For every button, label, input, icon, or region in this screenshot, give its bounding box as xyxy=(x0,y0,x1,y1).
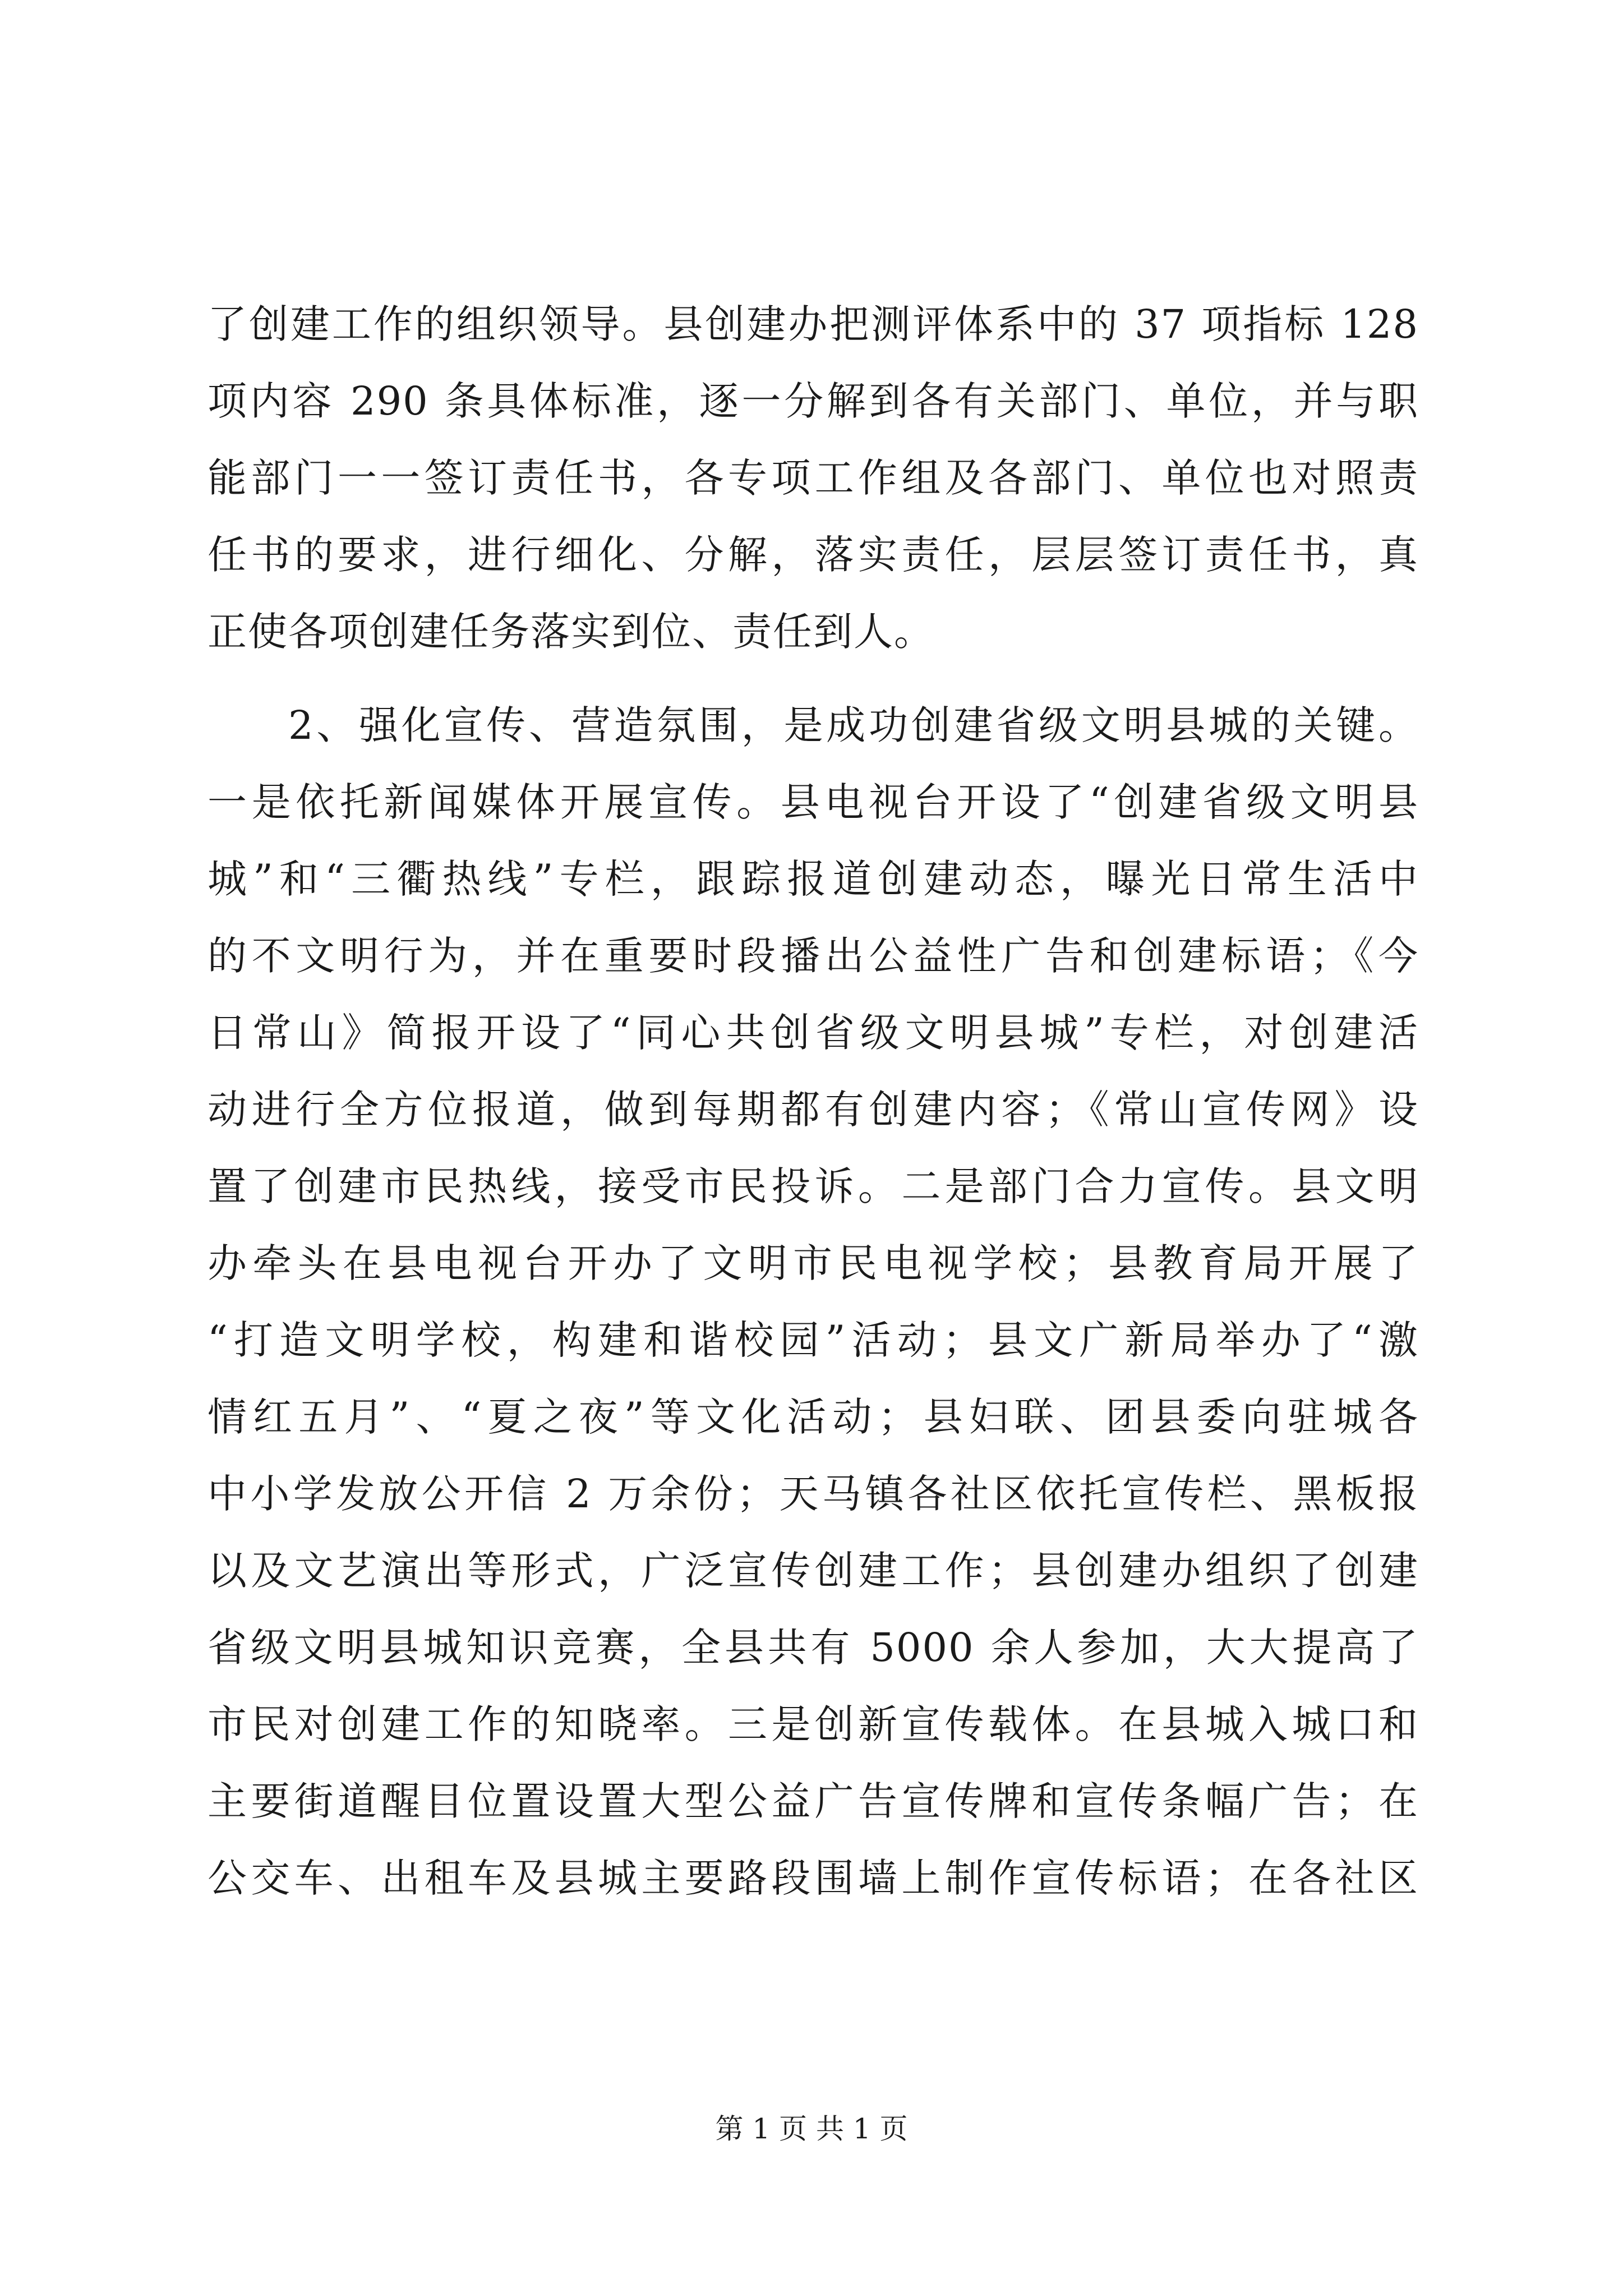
page-footer: 第 1 页 共 1 页 xyxy=(715,2113,908,2145)
text-line: 以及文艺演出等形式，广泛宣传创建工作；县创建办组织了创建 xyxy=(208,1548,1419,1594)
text-line: 动进行全方位报道，做到每期都有创建内容；《常山宣传网》设 xyxy=(208,1087,1419,1133)
paragraph-1 xyxy=(208,286,1419,670)
paragraph-2 xyxy=(208,687,1419,1917)
text-line: 中小学发放公开信 2 万余份；天马镇各社区依托宣传栏、黑板报 xyxy=(208,1471,1419,1517)
text-line: 主要街道醒目位置设置大型公益广告宣传牌和宣传条幅广告；在 xyxy=(208,1778,1419,1824)
text-line: 市民对创建工作的知晓率。三是创新宣传载体。在县城入城口和 xyxy=(208,1701,1419,1747)
document-body xyxy=(208,286,1419,1917)
text-line: 置了创建市民热线，接受市民投诉。二是部门合力宣传。县文明 xyxy=(208,1163,1419,1209)
text-line: 正使各项创建任务落实到位、责任到人。 xyxy=(208,609,934,655)
text-line: 公交车、出租车及县城主要路段围墙上制作宣传标语；在各社区 xyxy=(208,1855,1419,1901)
text-line: 省级文明县城知识竞赛，全县共有 5000 余人参加，大大提高了 xyxy=(208,1625,1419,1671)
text-line: 的不文明行为，并在重要时段播出公益性广告和创建标语；《今 xyxy=(208,933,1419,979)
text-line: “打造文明学校，构建和谐校园”活动；县文广新局举办了“激 xyxy=(208,1317,1419,1363)
text-line: 了创建工作的组织领导。县创建办把测评体系中的 37 项指标 128 xyxy=(208,301,1419,347)
text-line: 2、强化宣传、营造氛围，是成功创建省级文明县城的关键。 xyxy=(288,702,1419,748)
text-line: 情红五月”、“夏之夜”等文化活动；县妇联、团县委向驻城各 xyxy=(208,1394,1419,1440)
text-line: 能部门一一签订责任书，各专项工作组及各部门、单位也对照责 xyxy=(208,455,1419,501)
text-line: 日常山》简报开设了“同心共创省级文明县城”专栏，对创建活 xyxy=(208,1010,1419,1056)
paragraph-gap xyxy=(208,670,1419,687)
text-line: 办牵头在县电视台开办了文明市民电视学校；县教育局开展了 xyxy=(208,1240,1419,1286)
text-line: 城”和“三衢热线”专栏，跟踪报道创建动态，曝光日常生活中 xyxy=(208,856,1419,902)
text-line: 一是依托新闻媒体开展宣传。县电视台开设了“创建省级文明县 xyxy=(208,779,1419,825)
text-line: 项内容 290 条具体标准，逐一分解到各有关部门、单位，并与职 xyxy=(208,378,1419,424)
text-line: 任书的要求，进行细化、分解，落实责任，层层签订责任书，真 xyxy=(208,532,1419,578)
